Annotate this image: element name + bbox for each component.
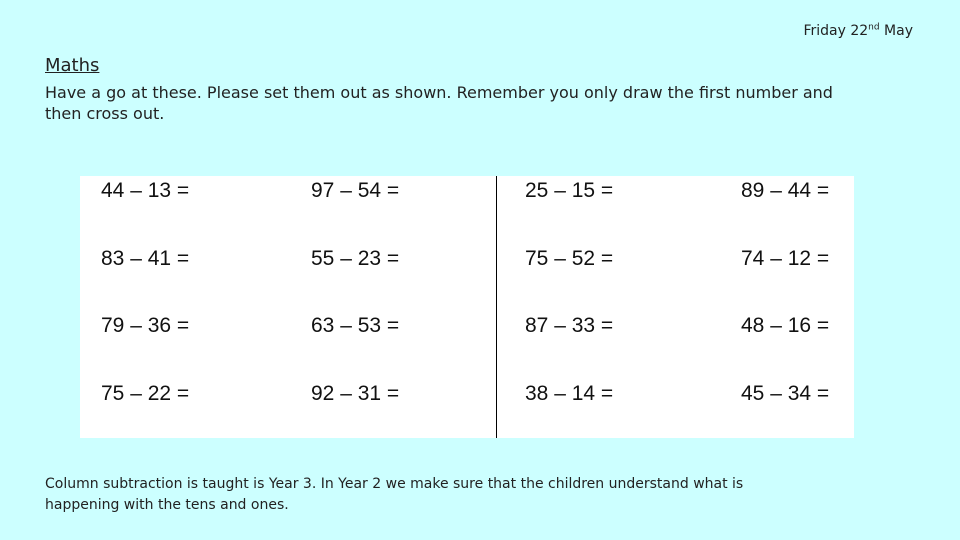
problem-r1-c2: 97 – 54 = (311, 179, 400, 202)
date-label (803, 23, 913, 39)
date-suffix: nd (868, 22, 880, 33)
problem-r4-c4: 45 – 34 = (741, 382, 830, 405)
problem-r1-c1: 44 – 13 = (101, 179, 190, 202)
problem-r1-c4: 89 – 44 = (741, 179, 830, 202)
column-divider (496, 176, 497, 438)
problem-r1-c3: 25 – 15 = (525, 179, 614, 202)
problem-r3-c4: 48 – 16 = (741, 314, 830, 337)
problem-r4-c3: 38 – 14 = (525, 382, 614, 405)
problem-r3-c3: 87 – 33 = (525, 314, 614, 337)
problem-r2-c3: 75 – 52 = (525, 247, 614, 270)
problem-r3-c2: 63 – 53 = (311, 314, 400, 337)
instructions-text: Have a go at these. Please set them out as shown. Remember you only draw the first number and then cross out. (45, 83, 833, 123)
problem-sheet (80, 176, 854, 438)
problem-r2-c1: 83 – 41 = (101, 247, 190, 270)
date-day: Friday 22 (803, 23, 869, 39)
problem-r4-c1: 75 – 22 = (101, 382, 190, 405)
date-month: May (884, 23, 913, 39)
footnote-text: Column subtraction is taught is Year 3. In Year 2 we make sure that the children understand what is happening with the tens and ones. (45, 476, 744, 513)
problem-r4-c2: 92 – 31 = (311, 382, 400, 405)
page-title: Maths (45, 55, 100, 76)
problem-r2-c2: 55 – 23 = (311, 247, 400, 270)
problem-r2-c4: 74 – 12 = (741, 247, 830, 270)
problem-r3-c1: 79 – 36 = (101, 314, 190, 337)
